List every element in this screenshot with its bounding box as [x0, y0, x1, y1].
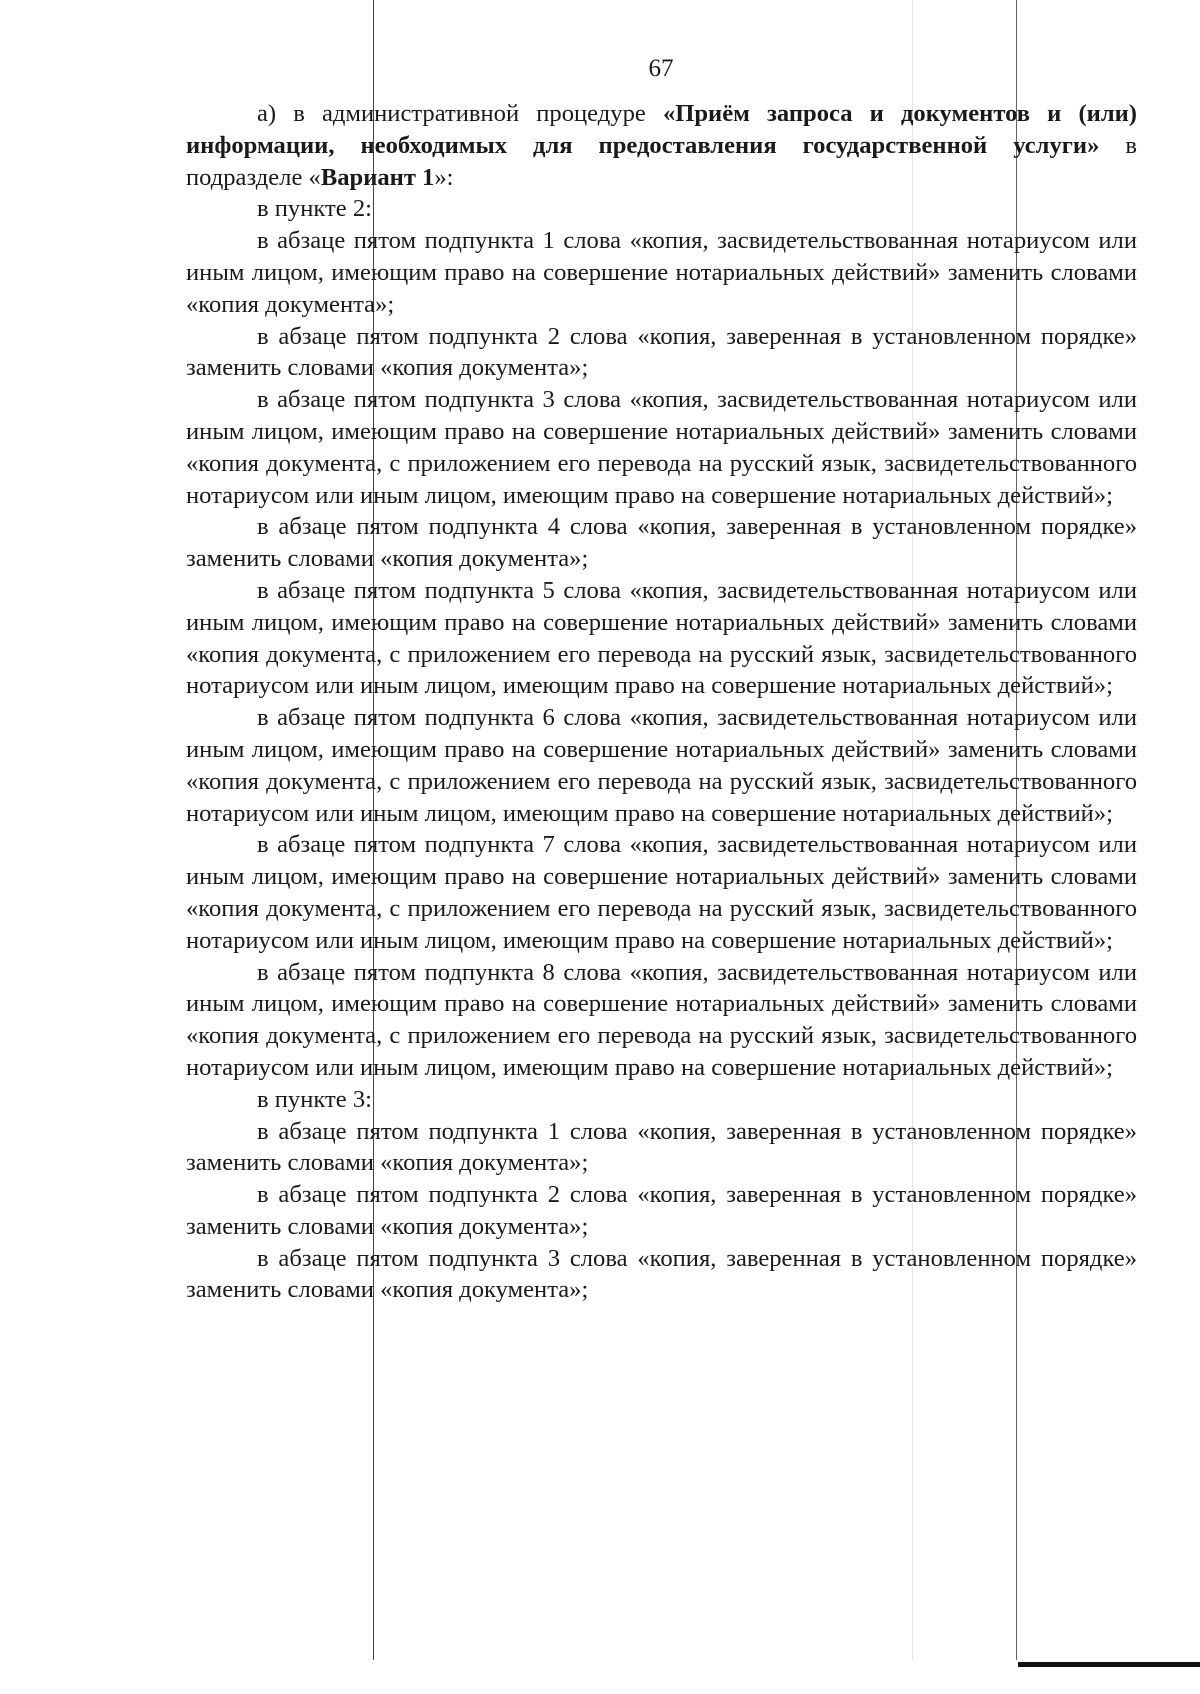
intro-prefix: а) в административной процедуре	[257, 100, 663, 127]
intro-paragraph	[186, 98, 1137, 193]
procedure-name: «Приём запроса и документов и (или) информации, необходимых для предоставления государственной услуги»	[186, 100, 1137, 159]
paragraph: в абзаце пятом подпункта 1 слова «копия, засвидетельствованная нотариусом или иным лицом, имеющим право на совершение нотариальных действий» заменить словами «копия документа»;	[186, 227, 1137, 318]
paragraph: в абзаце пятом подпункта 2 слова «копия, заверенная в установленном порядке» заменить словами «копия документа»;	[186, 1181, 1137, 1240]
intro-mid: в подразделе «	[186, 131, 1137, 191]
paragraph: в абзаце пятом подпункта 2 слова «копия, заверенная в установленном порядке» заменить словами «копия документа»;	[186, 322, 1137, 382]
document-body	[186, 98, 1137, 1306]
paragraph: в абзаце пятом подпункта 4 слова «копия, заверенная в установленном порядке» заменить словами «копия документа»;	[186, 513, 1137, 573]
paragraph: в пункте 3:	[257, 1085, 372, 1113]
paragraph: в абзаце пятом подпункта 3 слова «копия, заверенная в установленном порядке» заменить словами «копия документа»;	[186, 1244, 1137, 1304]
paragraph: в абзаце пятом подпункта 5 слова «копия, засвидетельствованная нотариусом или иным лицом, имеющим право на совершение нотариальных действий» заменить словами «копия документа, с приложением его перевода на русский язык, засвидетельствованного нотариусом или иным лицом, имеющим право на совершение нотариальных действий»;	[186, 576, 1137, 700]
paragraph: в абзаце пятом подпункта 8 слова «копия, засвидетельствованная нотариусом или иным лицом, имеющим право на совершение нотариальных действий» заменить словами «копия документа, с приложением его перевода на русский язык, засвидетельствованного нотариусом или иным лицом, имеющим право на совершение нотариальных действий»;	[186, 958, 1137, 1081]
paragraph: в абзаце пятом подпункта 6 слова «копия, засвидетельствованная нотариусом или иным лицом, имеющим право на совершение нотариальных действий» заменить словами «копия документа, с приложением его перевода на русский язык, засвидетельствованного нотариусом или иным лицом, имеющим право на совершение нотариальных действий»;	[186, 704, 1137, 827]
paragraph: в абзаце пятом подпункта 7 слова «копия, засвидетельствованная нотариусом или иным лицом, имеющим право на совершение нотариальных действий» заменить словами «копия документа, с приложением его перевода на русский язык, засвидетельствованного нотариусом или иным лицом, имеющим право на совершение нотариальных действий»;	[186, 831, 1137, 954]
subsection-name: Вариант 1	[320, 163, 435, 191]
paragraph: в абзаце пятом подпункта 1 слова «копия, заверенная в установленном порядке» заменить словами «копия документа»;	[186, 1117, 1137, 1177]
scan-edge-bar	[1018, 1662, 1200, 1667]
intro-suffix: »:	[434, 163, 454, 191]
paragraph: в абзаце пятом подпункта 3 слова «копия, засвидетельствованная нотариусом или иным лицом, имеющим право на совершение нотариальных действий» заменить словами «копия документа, с приложением его перевода на русский язык, засвидетельствованного нотариусом или иным лицом, имеющим право на совершение нотариальных действий»;	[186, 386, 1137, 509]
paragraph: в пункте 2:	[257, 195, 372, 223]
page-number: 67	[648, 55, 674, 82]
